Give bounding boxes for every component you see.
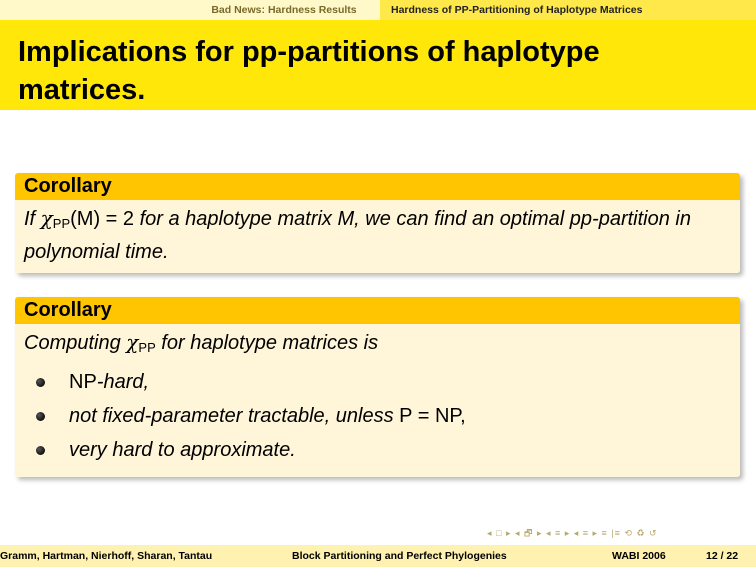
corollary-1-body [15, 200, 740, 273]
corollary-block-2 [15, 297, 740, 477]
nav-section-hardness-pp[interactable]: Hardness of PP-Partitioning of Haplotype Matrices [380, 0, 756, 20]
footer-authors: Gramm, Hartman, Nierhoff, Sharan, Tantau [0, 550, 213, 562]
footer-page-number: 12 / 22 [706, 550, 739, 562]
list-item [24, 365, 731, 399]
footer-title: Block Partitioning and Perfect Phylogenies [292, 550, 507, 562]
list-item [24, 399, 731, 433]
corollary-1-text-if: If [24, 208, 41, 230]
corollary-1-header: Corollary [15, 173, 740, 200]
slide-title: Implications for pp-partitions of haplotype matrices. [18, 36, 600, 106]
chi-symbol: χ [40, 206, 53, 230]
beamer-navigation-symbols[interactable]: ◂ □ ▸ ◂ 🗗 ▸ ◂ ≡ ▸ ◂ ≡ ▸ ≡ |≡ ⟲ ♻ ↺ [487, 528, 658, 538]
footer-conference: WABI 2006 [612, 550, 666, 562]
item-suffix: P = NP, [399, 405, 466, 427]
chi-subscript: PP [52, 216, 71, 231]
item-text: very hard to approximate. [69, 439, 296, 461]
corollary-2-body [15, 324, 740, 477]
corollary-2-intro [24, 328, 731, 362]
chi-subscript: PP [138, 340, 156, 355]
section-navigation-bar [0, 0, 756, 20]
corollary-1-equation: (M) = 2 [70, 208, 135, 230]
bullet-icon [36, 378, 45, 387]
hardness-list [24, 365, 731, 467]
corollary-1-text-rest: for a haplotype matrix M, we can find an optimal pp-partition in polynomial time. [24, 208, 691, 263]
list-item [24, 433, 731, 467]
chi-symbol: χ [126, 330, 139, 354]
item-text: not fixed-parameter tractable, unless [69, 405, 400, 427]
nav-section-bad-news[interactable]: Bad News: Hardness Results [211, 4, 357, 16]
item-prefix: NP [69, 371, 97, 393]
corollary-block-1 [15, 173, 740, 273]
footer-bar [0, 545, 756, 567]
bullet-icon [36, 446, 45, 455]
item-text: -hard, [96, 371, 150, 393]
bullet-icon [36, 412, 45, 421]
corollary-2-intro-2: for haplotype matrices is [155, 332, 379, 354]
corollary-2-header: Corollary [15, 297, 740, 324]
corollary-2-intro-1: Computing [24, 332, 127, 354]
